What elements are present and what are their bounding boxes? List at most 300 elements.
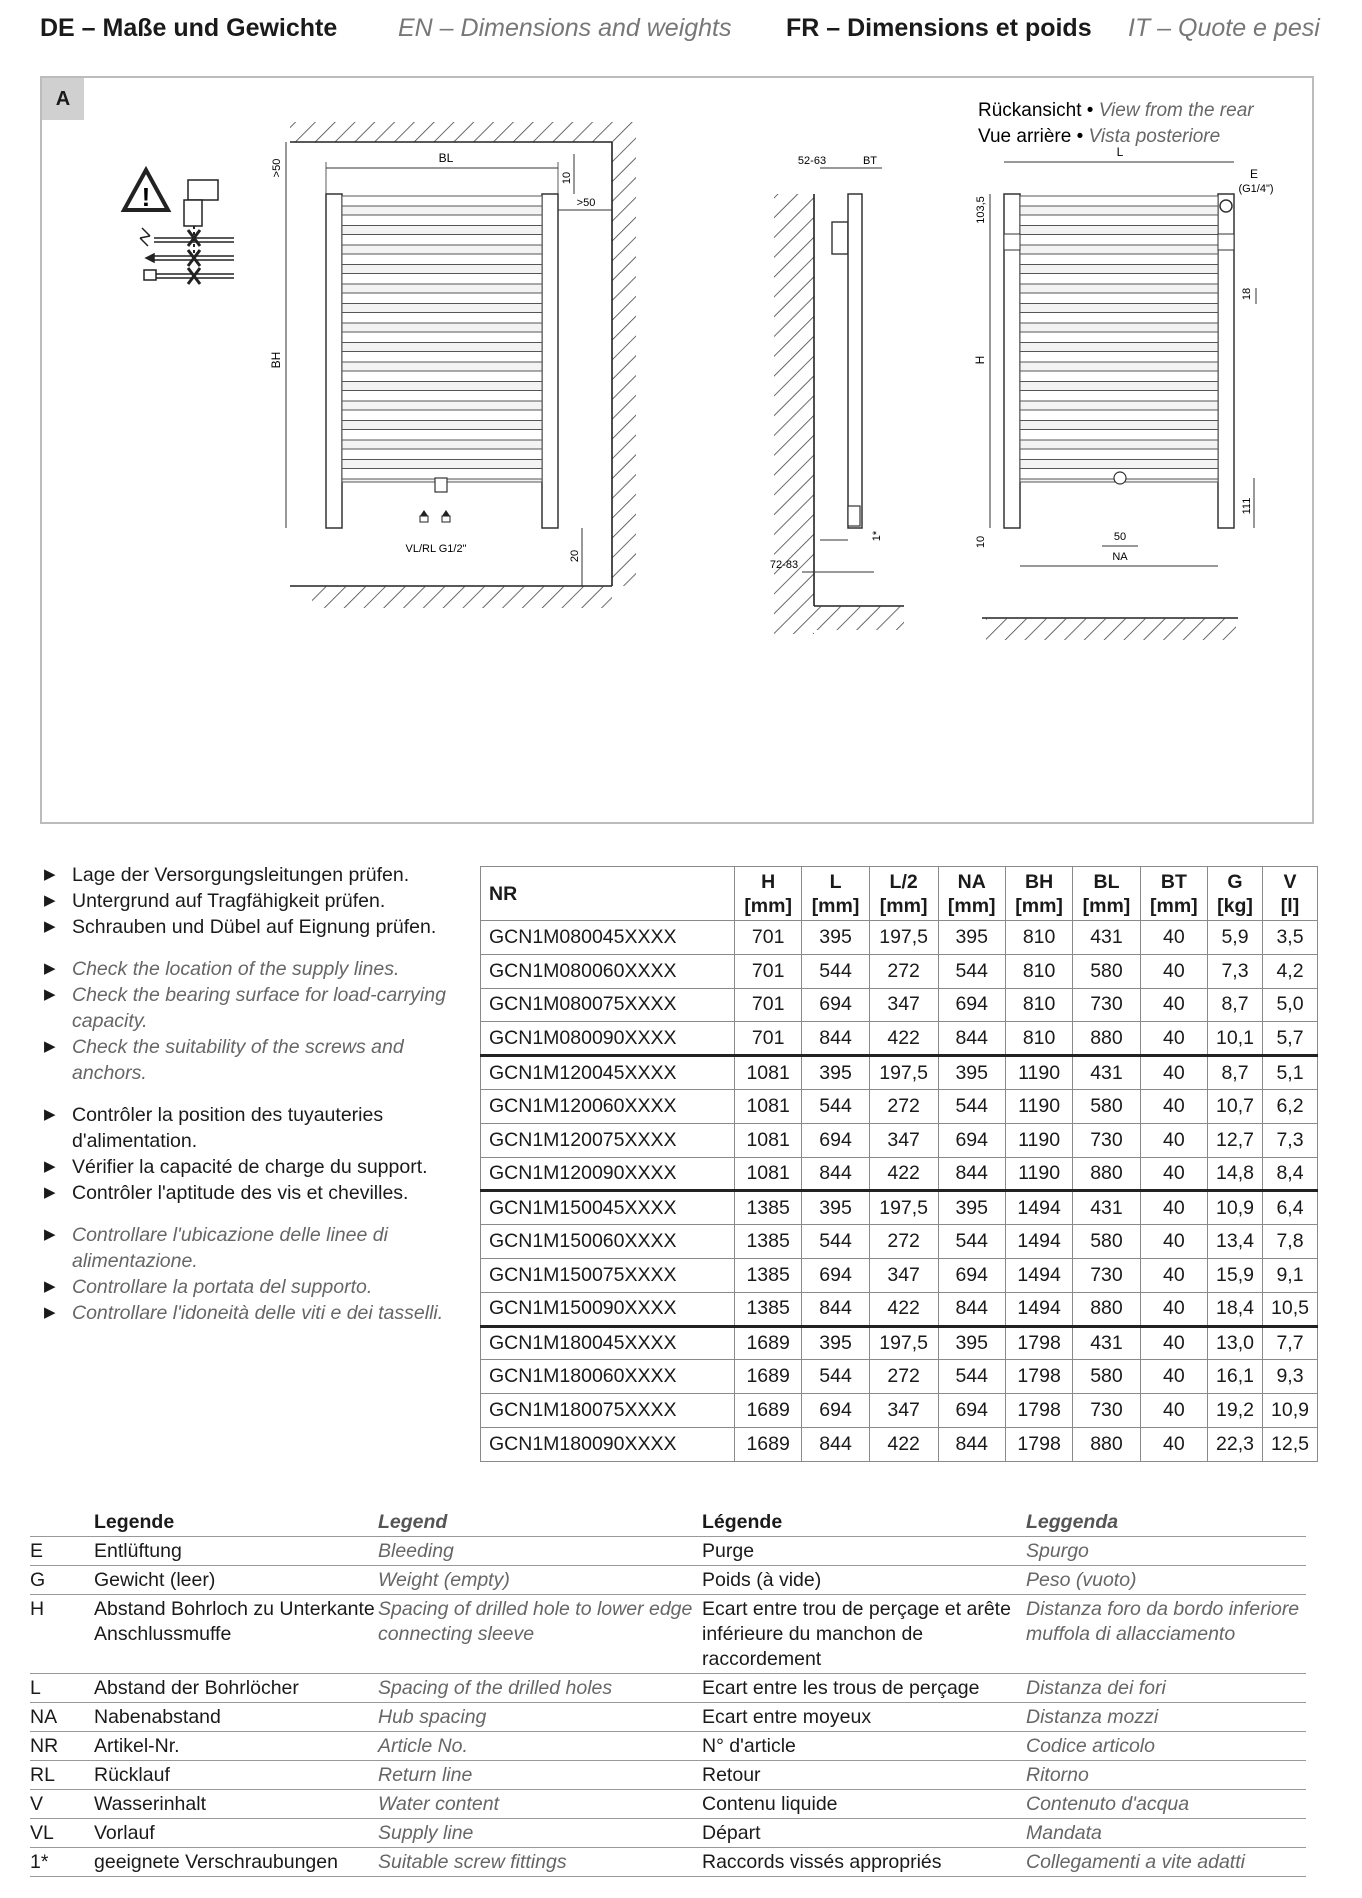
- bullet-arrow-icon: ▶: [44, 1158, 56, 1175]
- column-header: [802, 867, 869, 921]
- legend-symbol: NR: [30, 1735, 59, 1757]
- table-row: [481, 988, 1318, 1022]
- table-cell: 7,7: [1262, 1326, 1317, 1360]
- table-cell: 1081: [734, 1056, 801, 1090]
- svg-text:Rückansicht •: [978, 100, 1254, 121]
- installation-notes: [44, 862, 464, 1342]
- legend-row: [30, 1848, 1306, 1877]
- table-cell: 3,5: [1262, 921, 1317, 955]
- column-header: [1262, 867, 1317, 921]
- column-header-label: BL: [1093, 870, 1120, 893]
- note-text: Untergrund auf Tragfähigkeit prüfen.: [72, 890, 386, 912]
- dim-bh: BH: [269, 351, 283, 369]
- table-cell: 730: [1073, 988, 1140, 1022]
- table-cell: 40: [1140, 1360, 1207, 1394]
- table-cell: 395: [802, 1326, 869, 1360]
- table-cell: 1689: [734, 1360, 801, 1394]
- table-cell: 1190: [1005, 1056, 1072, 1090]
- table-cell: 544: [802, 1225, 869, 1259]
- note-text: Controllare l'ubicazione delle linee di alimentazione.: [72, 1224, 388, 1272]
- dim-72-83: 72-83: [769, 559, 799, 571]
- article-number-cell: GCN1M150060XXXX: [481, 1225, 735, 1259]
- supply-lines-icon: [140, 228, 234, 284]
- table-row: [481, 1089, 1318, 1123]
- note-item: [44, 982, 464, 1034]
- table-cell: 431: [1073, 1326, 1140, 1360]
- column-header-unit: [mm]: [744, 894, 792, 917]
- legend-row: [30, 1790, 1306, 1819]
- dim-bt: BT: [862, 155, 878, 167]
- column-header: [869, 867, 938, 921]
- legend-text: Bleeding: [378, 1540, 454, 1562]
- drawing-svg: [42, 78, 1312, 822]
- legend-text: Départ: [702, 1822, 761, 1844]
- table-cell: 422: [869, 1022, 938, 1056]
- article-number-cell: GCN1M120045XXXX: [481, 1056, 735, 1090]
- legend-text: Ecart entre les trous de perçage: [702, 1677, 980, 1699]
- table-row: [481, 954, 1318, 988]
- table-cell: 730: [1073, 1258, 1140, 1292]
- legend-text: Article No.: [378, 1735, 468, 1757]
- table-cell: 40: [1140, 1157, 1207, 1191]
- bullet-arrow-icon: ▶: [44, 918, 56, 935]
- table-cell: 5,1: [1262, 1056, 1317, 1090]
- table-cell: 844: [802, 1427, 869, 1461]
- article-number-cell: GCN1M120090XXXX: [481, 1157, 735, 1191]
- legend-symbol: [30, 1510, 94, 1535]
- column-header-unit: [mm]: [811, 894, 860, 917]
- dim-e: E: [1249, 167, 1259, 181]
- dim-10b: 10: [975, 535, 987, 549]
- table-cell: 10,5: [1262, 1292, 1317, 1326]
- note-text: Vérifier la capacité de charge du support.: [72, 1156, 428, 1178]
- table-row: [481, 921, 1318, 955]
- column-header-unit: [mm]: [1150, 894, 1198, 917]
- legend-row: [30, 1819, 1306, 1848]
- specs-header: [481, 867, 1318, 921]
- table-cell: 9,3: [1262, 1360, 1317, 1394]
- column-header: [1140, 867, 1207, 921]
- legend-symbol: VL: [30, 1822, 54, 1844]
- note-text: Controllare l'idoneità delle viti e dei tasselli.: [72, 1302, 444, 1324]
- article-number-cell: GCN1M180045XXXX: [481, 1326, 735, 1360]
- table-cell: 19,2: [1208, 1394, 1263, 1428]
- dim-gt50-right: >50: [576, 197, 596, 209]
- legend-header-row: [30, 1508, 1306, 1537]
- dim-l: L: [1116, 145, 1124, 159]
- table-cell: 14,8: [1208, 1157, 1263, 1191]
- bullet-arrow-icon: ▶: [44, 866, 56, 883]
- table-cell: 880: [1073, 1292, 1140, 1326]
- note-item: [44, 1222, 464, 1274]
- bullet-arrow-icon: ▶: [44, 986, 56, 1003]
- table-cell: 844: [938, 1292, 1005, 1326]
- table-cell: 13,4: [1208, 1225, 1263, 1259]
- table-cell: 40: [1140, 1123, 1207, 1157]
- table-cell: 347: [869, 988, 938, 1022]
- table-cell: 544: [802, 1089, 869, 1123]
- dim-18: 18: [1241, 287, 1253, 301]
- legend-text: Artikel-Nr.: [94, 1735, 180, 1757]
- legend-row: [30, 1761, 1306, 1790]
- article-number-cell: GCN1M080060XXXX: [481, 954, 735, 988]
- legend-text: Ritorno: [1026, 1764, 1089, 1786]
- table-row: [481, 1157, 1318, 1191]
- dim-na: NA: [1112, 551, 1128, 563]
- legend-text: Contenuto d'acqua: [1026, 1793, 1190, 1815]
- legend-text: geeignete Verschraubungen: [94, 1851, 338, 1873]
- table-row: [481, 1191, 1318, 1225]
- table-cell: 544: [802, 1360, 869, 1394]
- table-cell: 22,3: [1208, 1427, 1263, 1461]
- table-cell: 880: [1073, 1022, 1140, 1056]
- dim-gt50-top: >50: [271, 158, 283, 178]
- column-header: [481, 867, 735, 921]
- table-cell: 40: [1140, 1427, 1207, 1461]
- table-cell: 1385: [734, 1191, 801, 1225]
- column-header-label: L: [829, 870, 842, 893]
- notes-group: [44, 1222, 464, 1326]
- dim-52-63: 52-63: [797, 155, 827, 167]
- legend-text: Rücklauf: [94, 1764, 170, 1786]
- table-row: [481, 1360, 1318, 1394]
- figure-tag: A: [42, 78, 84, 120]
- table-cell: 395: [802, 1056, 869, 1090]
- legend-text: Légende: [702, 1511, 783, 1533]
- table-cell: 40: [1140, 1394, 1207, 1428]
- dim-h: H: [973, 355, 987, 365]
- note-item: [44, 1300, 464, 1326]
- column-header-label: V: [1283, 870, 1297, 893]
- column-header-label: G: [1227, 870, 1243, 893]
- table-cell: 395: [802, 921, 869, 955]
- legend-row: [30, 1732, 1306, 1761]
- article-number-cell: GCN1M180090XXXX: [481, 1427, 735, 1461]
- page-header: [0, 14, 1362, 54]
- column-header: [938, 867, 1005, 921]
- rear-view-en: View from the rear: [1098, 100, 1254, 121]
- article-number-cell: GCN1M080075XXXX: [481, 988, 735, 1022]
- title-it: IT – Quote e pesi: [1128, 14, 1320, 42]
- table-cell: 395: [802, 1191, 869, 1225]
- column-header-label: H: [761, 870, 776, 893]
- table-cell: 13,0: [1208, 1326, 1263, 1360]
- table-row: [481, 1056, 1318, 1090]
- note-text: Contrôler la position des tuyauteries d'alimentation.: [72, 1104, 384, 1152]
- table-cell: 1689: [734, 1326, 801, 1360]
- legend-text: Water content: [378, 1793, 500, 1815]
- table-cell: 694: [938, 1258, 1005, 1292]
- note-text: Check the bearing surface for load-carrying capacity.: [72, 984, 446, 1032]
- title-en: EN – Dimensions and weights: [398, 14, 732, 42]
- notes-group: [44, 862, 464, 940]
- table-cell: 422: [869, 1157, 938, 1191]
- bullet-arrow-icon: ▶: [44, 1226, 56, 1243]
- table-cell: 844: [938, 1022, 1005, 1056]
- table-cell: 701: [734, 954, 801, 988]
- article-number-cell: GCN1M180060XXXX: [481, 1360, 735, 1394]
- table-cell: 6,2: [1262, 1089, 1317, 1123]
- table-cell: 880: [1073, 1157, 1140, 1191]
- table-cell: 694: [938, 1123, 1005, 1157]
- note-text: Check the suitability of the screws and anchors.: [72, 1036, 404, 1084]
- legend-text: Return line: [378, 1764, 473, 1786]
- table-cell: 422: [869, 1427, 938, 1461]
- table-cell: 18,4: [1208, 1292, 1263, 1326]
- table-cell: 40: [1140, 1022, 1207, 1056]
- svg-text:Vue arrière •: [978, 126, 1220, 147]
- table-cell: 730: [1073, 1394, 1140, 1428]
- table-row: [481, 1225, 1318, 1259]
- table-cell: 40: [1140, 988, 1207, 1022]
- column-header-label: BT: [1160, 870, 1187, 893]
- table-cell: 810: [1005, 954, 1072, 988]
- bullet-arrow-icon: ▶: [44, 1304, 56, 1321]
- dim-50: 50: [1113, 531, 1127, 543]
- table-row: [481, 1427, 1318, 1461]
- table-cell: 10,1: [1208, 1022, 1263, 1056]
- table-cell: 197,5: [869, 921, 938, 955]
- table-cell: 694: [938, 988, 1005, 1022]
- table-cell: 8,7: [1208, 1056, 1263, 1090]
- article-number-cell: GCN1M080045XXXX: [481, 921, 735, 955]
- article-number-cell: GCN1M080090XXXX: [481, 1022, 735, 1056]
- table-cell: 272: [869, 954, 938, 988]
- table-row: [481, 1394, 1318, 1428]
- table-cell: 810: [1005, 1022, 1072, 1056]
- table-cell: 880: [1073, 1427, 1140, 1461]
- table-cell: 1494: [1005, 1258, 1072, 1292]
- legend-text: Purge: [702, 1540, 755, 1562]
- note-text: Contrôler l'aptitude des vis et chevilles.: [72, 1182, 409, 1204]
- table-cell: 1190: [1005, 1123, 1072, 1157]
- table-cell: 272: [869, 1089, 938, 1123]
- legend-symbol: 1*: [30, 1851, 49, 1873]
- table-row: [481, 1123, 1318, 1157]
- table-cell: 844: [802, 1157, 869, 1191]
- specs-table: [480, 866, 1318, 1462]
- legend-text: Vorlauf: [94, 1822, 155, 1844]
- table-cell: 197,5: [869, 1056, 938, 1090]
- table-cell: 7,3: [1262, 1123, 1317, 1157]
- legend-text: Suitable screw fittings: [378, 1851, 567, 1873]
- legend-text: Distanza dei fori: [1026, 1677, 1166, 1699]
- legend-symbol: RL: [30, 1764, 55, 1786]
- dimension-drawing: [40, 76, 1314, 824]
- table-cell: 40: [1140, 1191, 1207, 1225]
- table-cell: 701: [734, 921, 801, 955]
- title-fr: FR – Dimensions et poids: [786, 14, 1092, 42]
- legend-text: Spacing of the drilled holes: [378, 1677, 613, 1699]
- dim-111: 111: [1241, 497, 1253, 515]
- legend-text: Ecart entre trou de perçage et arête inférieure du manchon de raccordement: [702, 1598, 1011, 1670]
- table-cell: 810: [1005, 988, 1072, 1022]
- column-header-label: NR: [489, 882, 518, 905]
- table-cell: 1689: [734, 1427, 801, 1461]
- side-view: [770, 155, 904, 634]
- column-header-unit: [mm]: [1082, 894, 1131, 917]
- column-header-label: BH: [1025, 870, 1054, 893]
- table-cell: 544: [938, 1089, 1005, 1123]
- table-cell: 10,9: [1208, 1191, 1263, 1225]
- column-header: [1208, 867, 1263, 921]
- note-item: [44, 1180, 464, 1206]
- table-cell: 694: [802, 1258, 869, 1292]
- legend-text: Contenu liquide: [702, 1793, 838, 1815]
- legend-text: Retour: [702, 1764, 761, 1786]
- dim-bl: BL: [438, 151, 454, 165]
- table-cell: 40: [1140, 1258, 1207, 1292]
- table-cell: 8,7: [1208, 988, 1263, 1022]
- article-number-cell: GCN1M150075XXXX: [481, 1258, 735, 1292]
- table-cell: 40: [1140, 1292, 1207, 1326]
- table-cell: 1494: [1005, 1292, 1072, 1326]
- table-cell: 5,9: [1208, 921, 1263, 955]
- table-cell: 1689: [734, 1394, 801, 1428]
- table-row: [481, 1292, 1318, 1326]
- table-cell: 8,4: [1262, 1157, 1317, 1191]
- legend-symbol: E: [30, 1540, 44, 1562]
- table-cell: 6,4: [1262, 1191, 1317, 1225]
- note-item: [44, 1102, 464, 1154]
- note-item: [44, 888, 464, 914]
- table-cell: 1081: [734, 1123, 801, 1157]
- table-cell: 694: [802, 988, 869, 1022]
- dim-20: 20: [569, 549, 581, 563]
- legend-symbol: H: [30, 1598, 45, 1620]
- table-cell: 580: [1073, 954, 1140, 988]
- legend-text: Raccords vissés appropriés: [702, 1851, 942, 1873]
- table-cell: 701: [734, 988, 801, 1022]
- table-cell: 7,8: [1262, 1225, 1317, 1259]
- table-cell: 730: [1073, 1123, 1140, 1157]
- legend-text: Supply line: [378, 1822, 474, 1844]
- table-cell: 431: [1073, 921, 1140, 955]
- legend-text: Poids (à vide): [702, 1569, 822, 1591]
- warning-icon: [124, 170, 168, 212]
- table-cell: 1190: [1005, 1157, 1072, 1191]
- article-number-cell: GCN1M180075XXXX: [481, 1394, 735, 1428]
- legend-text: Ecart entre moyeux: [702, 1706, 872, 1728]
- table-cell: 1494: [1005, 1191, 1072, 1225]
- legend-text: Collegamenti a vite adatti: [1026, 1851, 1245, 1873]
- bullet-2: •: [1076, 126, 1084, 147]
- legend-text: Peso (vuoto): [1026, 1569, 1137, 1591]
- legend-text: Entlüftung: [94, 1540, 182, 1562]
- bullet-arrow-icon: ▶: [44, 1278, 56, 1295]
- legend-text: Spurgo: [1026, 1540, 1089, 1562]
- column-header: [1073, 867, 1140, 921]
- table-cell: 5,0: [1262, 988, 1317, 1022]
- note-item: [44, 1274, 464, 1300]
- column-header: [734, 867, 801, 921]
- header-row: [481, 867, 1318, 921]
- rear-view-it: Vista posteriore: [1088, 126, 1221, 147]
- legend-row: [30, 1537, 1306, 1566]
- table-cell: 544: [802, 954, 869, 988]
- table-cell: 10,9: [1262, 1394, 1317, 1428]
- table-cell: 1385: [734, 1258, 801, 1292]
- legend-text: Legend: [378, 1511, 448, 1533]
- table-cell: 694: [802, 1394, 869, 1428]
- column-header-unit: [mm]: [1015, 894, 1063, 917]
- table-cell: 580: [1073, 1360, 1140, 1394]
- table-cell: 810: [1005, 921, 1072, 955]
- table-cell: 347: [869, 1258, 938, 1292]
- note-item: [44, 1154, 464, 1180]
- bullet-arrow-icon: ▶: [44, 1184, 56, 1201]
- legend-text: Abstand Bohrloch zu Unterkante Anschlussmuffe: [94, 1598, 375, 1645]
- rear-view: [973, 100, 1274, 640]
- bullet-arrow-icon: ▶: [44, 960, 56, 977]
- table-row: [481, 1326, 1318, 1360]
- table-cell: 395: [938, 1056, 1005, 1090]
- table-cell: 9,1: [1262, 1258, 1317, 1292]
- table-cell: 694: [938, 1394, 1005, 1428]
- note-text: Controllare la portata del supporto.: [72, 1276, 373, 1298]
- legend-text: Distanza mozzi: [1026, 1706, 1159, 1728]
- column-header-label: L/2: [889, 870, 918, 893]
- table-cell: 12,5: [1262, 1427, 1317, 1461]
- note-text: Schrauben und Dübel auf Eignung prüfen.: [72, 916, 437, 938]
- column-header: [1005, 867, 1072, 921]
- legend-row: [30, 1703, 1306, 1732]
- dim-vlrl: VL/RL G1/2": [405, 543, 467, 555]
- legend-symbol: L: [30, 1677, 41, 1699]
- table-cell: 431: [1073, 1056, 1140, 1090]
- note-item: [44, 862, 464, 888]
- dim-1star: 1*: [871, 530, 883, 542]
- table-cell: 40: [1140, 1056, 1207, 1090]
- table-cell: 347: [869, 1394, 938, 1428]
- legend-text: Distanza foro da bordo inferiore muffola di allacciamento: [1026, 1598, 1300, 1645]
- legend-text: Spacing of drilled hole to lower edge connecting sleeve: [378, 1598, 693, 1645]
- table-cell: 272: [869, 1225, 938, 1259]
- legend-text: Gewicht (leer): [94, 1569, 216, 1591]
- table-cell: 40: [1140, 1225, 1207, 1259]
- bullet-1: •: [1086, 100, 1094, 121]
- table-cell: 580: [1073, 1225, 1140, 1259]
- bullet-arrow-icon: ▶: [44, 1038, 56, 1055]
- table-cell: 15,9: [1208, 1258, 1263, 1292]
- legend-text: Mandata: [1026, 1822, 1102, 1844]
- front-view: [269, 122, 636, 608]
- legend: [30, 1508, 1306, 1877]
- table-cell: 272: [869, 1360, 938, 1394]
- table-row: [481, 1022, 1318, 1056]
- table-cell: 395: [938, 1191, 1005, 1225]
- bullet-arrow-icon: ▶: [44, 1106, 56, 1123]
- table-cell: 544: [938, 954, 1005, 988]
- table-cell: 4,2: [1262, 954, 1317, 988]
- table-cell: 1385: [734, 1225, 801, 1259]
- legend-text: Hub spacing: [378, 1706, 487, 1728]
- legend-text: Nabenabstand: [94, 1706, 221, 1728]
- table-cell: 40: [1140, 1326, 1207, 1360]
- legend-text: Abstand der Bohrlöcher: [94, 1677, 299, 1699]
- table-cell: 1190: [1005, 1089, 1072, 1123]
- table-cell: 5,7: [1262, 1022, 1317, 1056]
- note-text: Lage der Versorgungsleitungen prüfen.: [72, 864, 410, 886]
- table-cell: 395: [938, 1326, 1005, 1360]
- note-item: [44, 914, 464, 940]
- legend-text: N° d'article: [702, 1735, 796, 1757]
- column-header-unit: [mm]: [879, 894, 928, 917]
- table-cell: 197,5: [869, 1326, 938, 1360]
- table-cell: 40: [1140, 921, 1207, 955]
- table-cell: 844: [938, 1157, 1005, 1191]
- title-de: DE – Maße und Gewichte: [40, 14, 338, 42]
